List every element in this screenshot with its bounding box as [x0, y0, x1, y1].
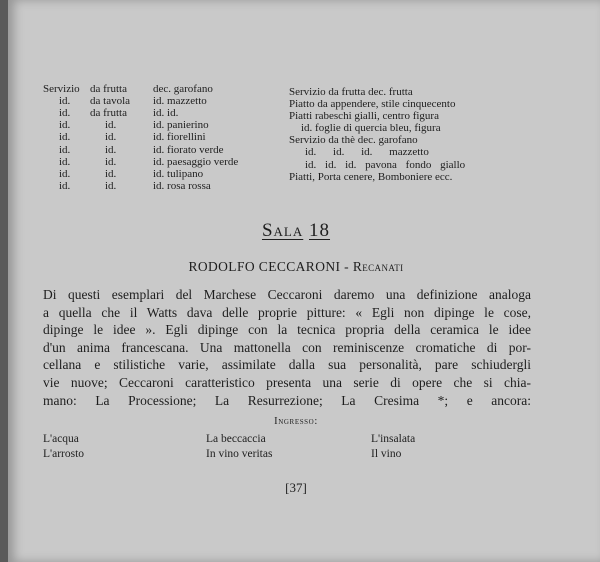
list-item: id. foglie di quercia bleu, figura — [301, 122, 441, 135]
section-heading — [8, 220, 584, 242]
paragraph-line: Di questi esemplari del Marchese Ceccaroni daremo una definizione analoga — [43, 287, 531, 302]
paragraph-line: d'un anima francescana. Una mattonella con reminiscenze cromatiche di por- — [43, 339, 531, 355]
paragraph-line: cellana e stilistiche varie, assimilate dalla sua personalità, pare schiudergli — [43, 357, 531, 373]
menu-item: L'acqua — [43, 433, 79, 445]
artist-name: RODOLFO CECCARONI - — [188, 259, 353, 274]
menu-item: In vino veritas — [206, 447, 273, 460]
menu-item: L'arrosto — [43, 447, 85, 460]
list-item: Servizio da thè dec. garofano — [289, 134, 418, 147]
menu-column — [371, 432, 415, 461]
section-word: Sala — [261, 220, 304, 241]
ingresso-heading: Ingresso: — [274, 416, 318, 427]
list-item: id. id. id. mazzetto — [305, 146, 429, 159]
list-item: Piatto da appendere, stile cinquecento — [289, 98, 456, 111]
menu-item: Il vino — [371, 447, 402, 460]
list-item: Piatti, Porta cenere, Bomboniere ecc. — [289, 170, 453, 183]
menu-item: La beccaccia — [206, 433, 266, 445]
section-number: 18 — [309, 220, 331, 241]
list-item: Servizio da frutta dec. frutta — [289, 86, 413, 98]
menu-column — [206, 432, 272, 461]
body-paragraph — [43, 286, 531, 409]
list-item: Piatti rabeschi gialli, centro figura — [289, 110, 439, 123]
paragraph-line: vie nuove; Ceccaroni caratteristico presenta una serie di opere che si chia- — [43, 374, 531, 390]
artist-heading — [8, 259, 584, 275]
menu-column — [43, 432, 84, 461]
paragraph-line: dipinge le idee ». Egli dipinge con la tecnica propria della ceramica le idee — [43, 322, 531, 338]
right-item-list — [289, 86, 549, 183]
paragraph-line: a quella che il Watts dava delle proprie pitture: « Egli non dipinge le cose, — [43, 304, 531, 320]
page-number: [37] — [285, 480, 307, 495]
list-item: id. id. id. pavona fondo giallo — [305, 158, 466, 171]
book-page — [8, 0, 600, 562]
artist-place: Recanati — [352, 259, 404, 274]
paragraph-line: mano: La Processione; La Resurrezione; La Cresima *; e ancora: — [43, 392, 531, 408]
menu-item: L'insalata — [371, 433, 416, 445]
left-item-list: Servizio da frutta dec. garofano id. da tavola id. mazzetto id. da frutta id. id. id. id. id. panierino id. id. id. fiorellini id. id. id. fiorato verde id. id. id. paesaggio verde id. id. id. tulipano id. id. id. rosa rossa — [43, 83, 239, 192]
